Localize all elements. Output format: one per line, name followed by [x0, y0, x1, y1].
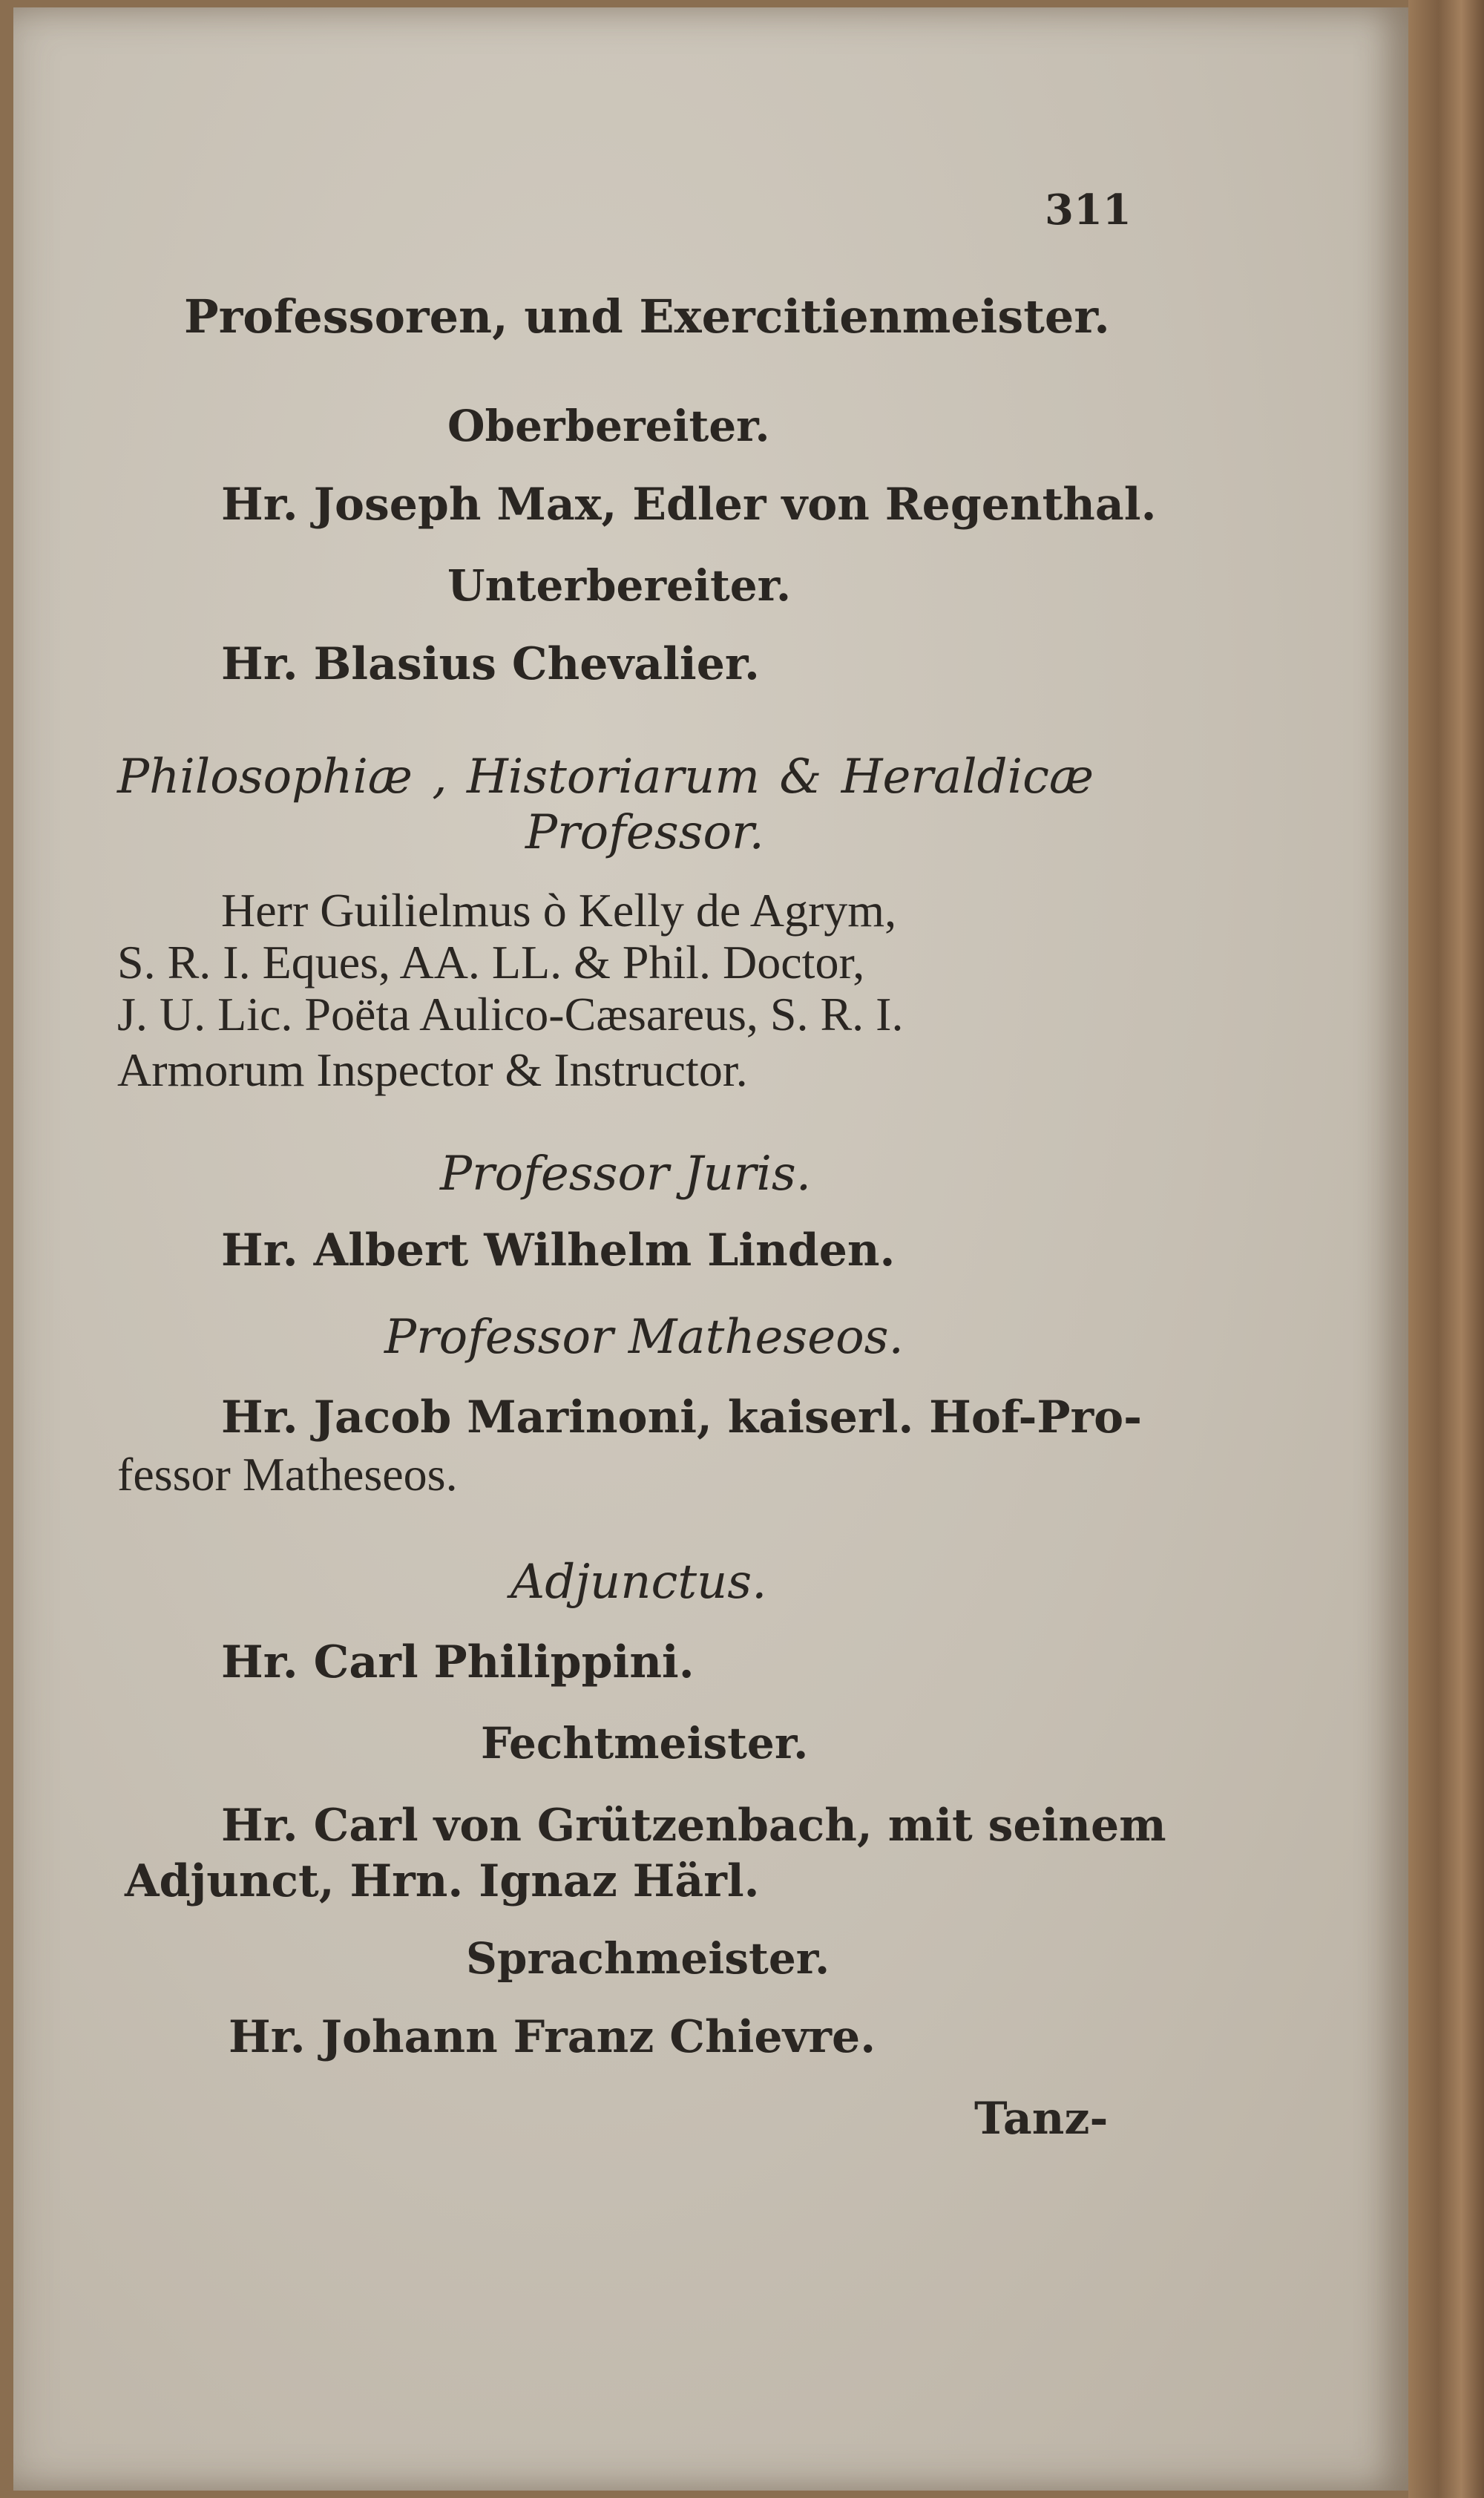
- name-line: Herr Guilielmus ò Kelly de Agrym,: [221, 884, 897, 937]
- name-line: Hr. Johann Franz Chievre.: [229, 2011, 876, 2063]
- name-line: Adjunct, Hrn. Ignaz Härl.: [125, 1855, 760, 1907]
- section-heading-sprachmeister: Sprachmeister.: [466, 1933, 830, 1984]
- running-head: Professoren, und Exercitienmeister.: [184, 289, 1110, 344]
- name-line: J. U. Lic. Poëta Aulico-Cæsareus, S. R. I.: [117, 988, 904, 1040]
- section-heading-oberbereiter: Oberbereiter.: [447, 401, 770, 451]
- name-line: Hr. Albert Wilhelm Linden.: [221, 1225, 896, 1276]
- section-heading-professor-juris: Professor Juris.: [440, 1147, 812, 1202]
- name-line: S. R. I. Eques, AA. LL. & Phil. Doctor,: [117, 936, 865, 989]
- section-heading-philosophiae: Philosophiæ , Historiarum & Heraldicæ: [117, 750, 1094, 804]
- book-page: [13, 7, 1408, 2491]
- name-line: Hr. Jacob Marinoni, kaiserl. Hof-Pro-: [221, 1391, 1143, 1443]
- catchword: Tanz-: [974, 2093, 1109, 2145]
- name-line: fessor Matheseos.: [117, 1448, 458, 1501]
- page-number: 311: [1045, 186, 1132, 235]
- book-page-edge: [1408, 0, 1484, 2498]
- name-line: Hr. Carl Philippini.: [221, 1636, 695, 1688]
- section-heading-professor-matheseos: Professor Matheseos.: [384, 1310, 904, 1365]
- name-line: Hr. Blasius Chevalier.: [221, 638, 760, 690]
- name-line: Hr. Carl von Grützenbach, mit seinem: [221, 1800, 1166, 1852]
- section-heading-professor: Professor.: [525, 805, 764, 860]
- section-heading-fechtmeister: Fechtmeister.: [481, 1718, 809, 1768]
- section-heading-unterbereiter: Unterbereiter.: [447, 560, 792, 611]
- name-line: Hr. Joseph Max, Edler von Regenthal.: [221, 479, 1157, 531]
- section-heading-adjunctus: Adjunctus.: [510, 1555, 767, 1610]
- name-line: Armorum Inspector & Instructor.: [117, 1043, 748, 1096]
